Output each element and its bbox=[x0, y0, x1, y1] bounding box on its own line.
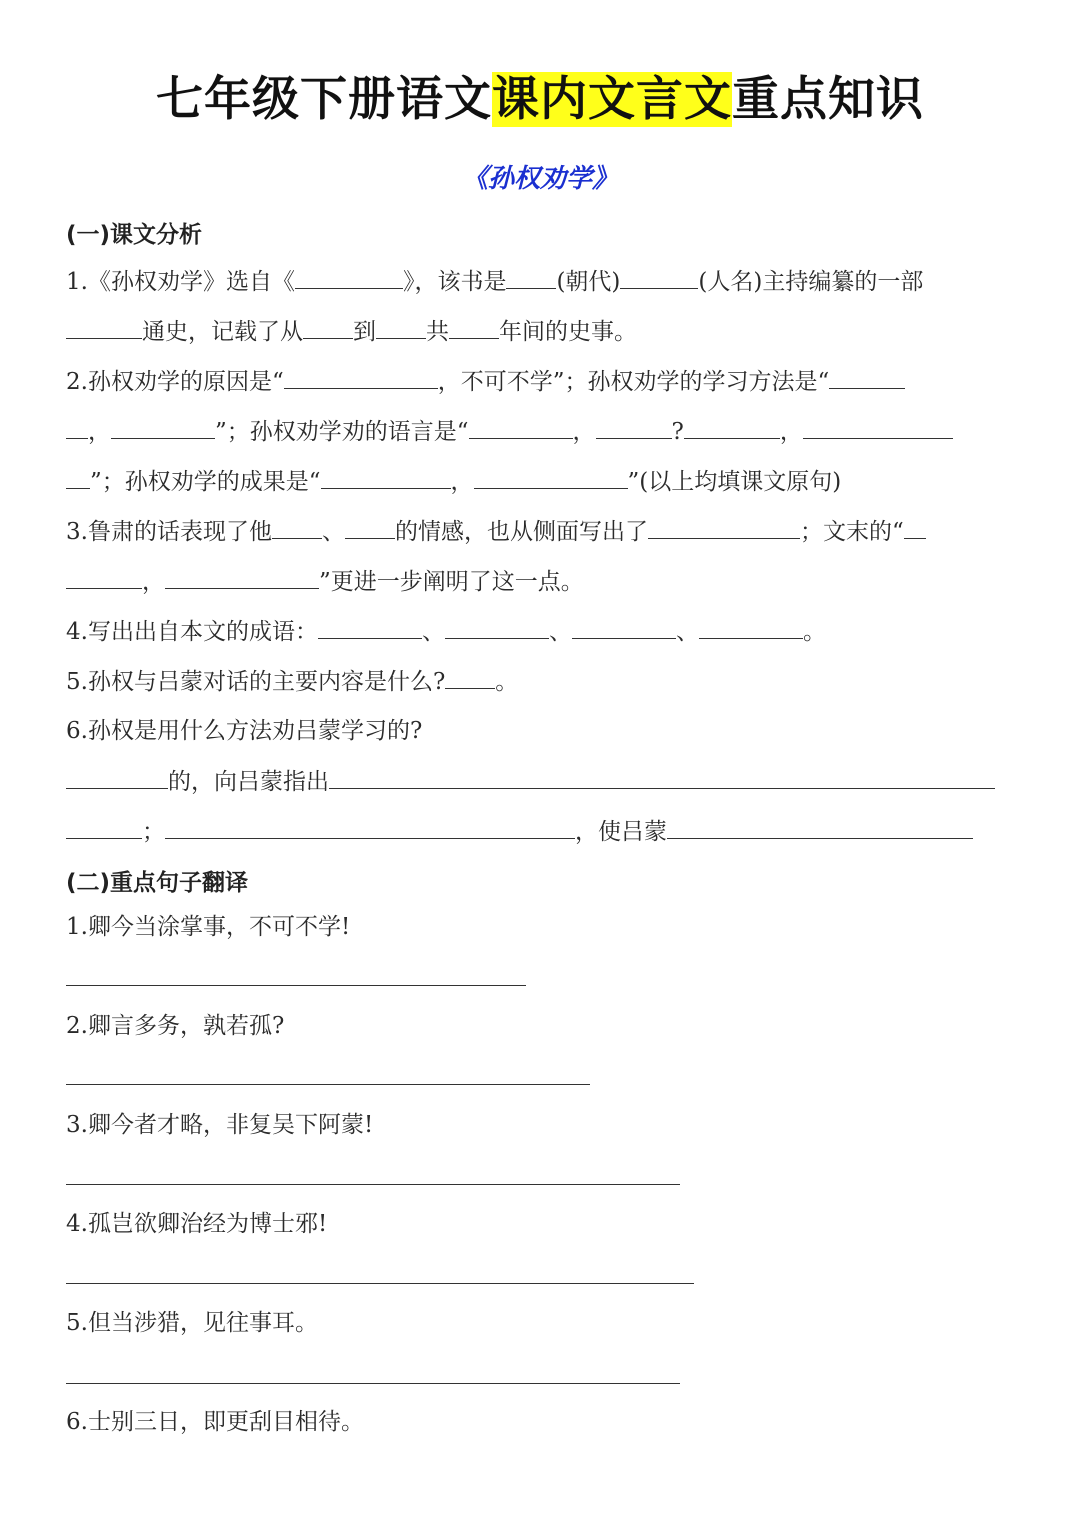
answer-blank[interactable] bbox=[667, 816, 973, 839]
translation-item-1: 1.卿今当涂掌事，不可不学! bbox=[66, 914, 351, 940]
answer-blank[interactable] bbox=[829, 366, 905, 389]
page-title bbox=[0, 62, 1080, 129]
answer-blank[interactable] bbox=[620, 266, 698, 289]
question-5: 5.孙权与吕蒙对话的主要内容是什么? 。 bbox=[66, 666, 1026, 697]
answer-blank[interactable] bbox=[66, 766, 168, 789]
title-prefix: 七年级下册语文 bbox=[156, 72, 492, 127]
question-1-line-1: 1.《孙权劝学》选自《 》，该书是 (朝代) (人名)主持编纂的一部 bbox=[66, 266, 1026, 297]
question-2-line-1: 2.孙权劝学的原因是“ ，不可不学”；孙权劝学的学习方法是“ bbox=[66, 366, 1026, 397]
translation-answer-line-1[interactable] bbox=[66, 985, 526, 986]
question-2-line-2: ， ”；孙权劝学劝的语言是“ ， ? ， bbox=[66, 416, 1026, 447]
answer-blank[interactable] bbox=[445, 666, 495, 689]
question-4: 4.写出出自本文的成语： 、 、 、 。 bbox=[66, 616, 1026, 647]
answer-blank[interactable] bbox=[376, 316, 426, 339]
answer-blank[interactable] bbox=[648, 516, 800, 539]
answer-blank[interactable] bbox=[295, 266, 403, 289]
translation-item-3: 3.卿今者才略，非复吴下阿蒙! bbox=[66, 1112, 374, 1138]
translation-item-5: 5.但当涉猎，见往事耳。 bbox=[66, 1310, 318, 1336]
answer-blank[interactable] bbox=[904, 516, 926, 539]
answer-blank[interactable] bbox=[445, 616, 549, 639]
translation-item-6: 6.士别三日，即更刮目相待。 bbox=[66, 1409, 364, 1435]
answer-blank[interactable] bbox=[321, 466, 451, 489]
answer-blank[interactable] bbox=[303, 316, 353, 339]
translation-answer-line-2[interactable] bbox=[66, 1084, 590, 1085]
answer-blank[interactable] bbox=[66, 566, 142, 589]
answer-blank[interactable] bbox=[699, 616, 803, 639]
question-6: 6.孙权是用什么方法劝吕蒙学习的? bbox=[66, 718, 423, 744]
answer-blank[interactable] bbox=[165, 566, 319, 589]
section-heading-analysis: (一)课文分析 bbox=[66, 222, 203, 248]
section-heading-translation: (二)重点句子翻译 bbox=[66, 870, 249, 896]
answer-blank[interactable] bbox=[284, 366, 438, 389]
answer-blank[interactable] bbox=[474, 466, 628, 489]
answer-blank[interactable] bbox=[318, 616, 422, 639]
answer-blank[interactable] bbox=[66, 316, 142, 339]
answer-blank[interactable] bbox=[66, 466, 90, 489]
translation-item-2: 2.卿言多务，孰若孤? bbox=[66, 1013, 285, 1039]
answer-blank[interactable] bbox=[66, 416, 88, 439]
lesson-subtitle: 《孙权劝学》 bbox=[461, 164, 618, 194]
answer-blank[interactable] bbox=[66, 816, 142, 839]
translation-answer-line-5[interactable] bbox=[66, 1383, 680, 1384]
question-1-line-2: 通史，记载了从 到 共 年间的史事。 bbox=[66, 316, 1026, 347]
answer-blank[interactable] bbox=[345, 516, 395, 539]
answer-blank[interactable] bbox=[272, 516, 322, 539]
answer-blank[interactable] bbox=[803, 416, 953, 439]
answer-blank[interactable] bbox=[469, 416, 573, 439]
answer-blank[interactable] bbox=[596, 416, 672, 439]
translation-answer-line-3[interactable] bbox=[66, 1184, 680, 1185]
answer-blank[interactable] bbox=[449, 316, 499, 339]
title-suffix: 重点知识 bbox=[732, 72, 924, 127]
question-6-line-3: ； ，使吕蒙 bbox=[66, 816, 1026, 847]
translation-item-4: 4.孤岂欲卿治经为博士邪! bbox=[66, 1211, 328, 1237]
answer-blank[interactable] bbox=[572, 616, 676, 639]
answer-blank[interactable] bbox=[111, 416, 215, 439]
translation-answer-line-4[interactable] bbox=[66, 1283, 694, 1284]
question-3-line-1: 3.鲁肃的话表现了他 、 的情感，也从侧面写出了 ；文末的“ bbox=[66, 516, 1026, 547]
question-2-line-3: ”；孙权劝学的成果是“ ， ”(以上均填课文原句) bbox=[66, 466, 1026, 497]
question-6-line-2: 的，向吕蒙指出 bbox=[66, 766, 1026, 797]
answer-blank[interactable] bbox=[506, 266, 556, 289]
question-3-line-2: ， ”更进一步阐明了这一点。 bbox=[66, 566, 1026, 597]
answer-blank[interactable] bbox=[684, 416, 780, 439]
title-highlight: 课内文言文 bbox=[492, 72, 732, 127]
answer-blank[interactable] bbox=[165, 816, 575, 839]
answer-blank[interactable] bbox=[329, 766, 995, 789]
